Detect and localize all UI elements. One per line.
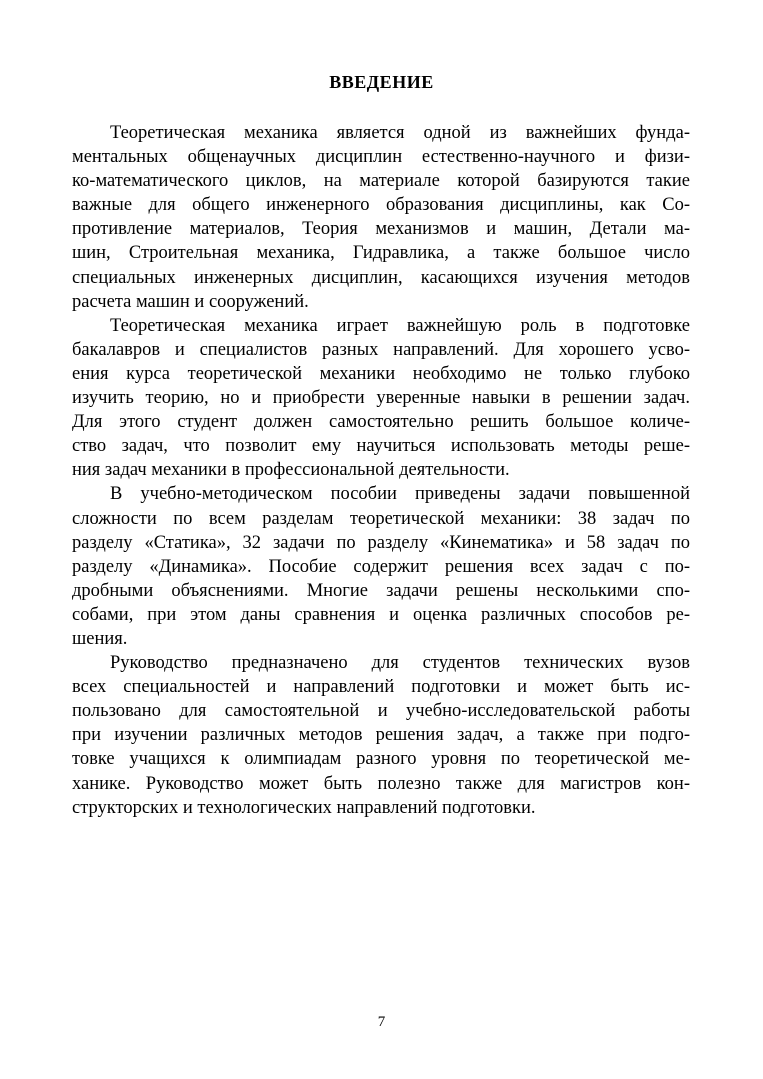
text-line: ментальных общенаучных дисциплин естественно-научного и физи-: [72, 147, 690, 168]
paragraph-3: [72, 482, 690, 651]
text-line: товке учащихся к олимпиадам разного уровня по теоретической ме-: [72, 749, 690, 770]
text-line: Руководство предназначено для студентов технических вузов: [110, 653, 690, 674]
text-line: шения.: [72, 628, 128, 649]
text-line: структорских и технологических направлений подготовки.: [72, 797, 536, 818]
text-line: Теоретическая механика является одной из важнейших фунда-: [110, 123, 690, 143]
text-line: бакалавров и специалистов разных направлений. Для хорошего усво-: [72, 339, 690, 360]
text-line: противление материалов, Теория механизмов и машин, Детали ма-: [72, 219, 690, 240]
text-line: изучить теорию, но и приобрести уверенные навыки в решении задач.: [72, 388, 690, 409]
text-line: шин, Строительная механика, Гидравлика, а также большое число: [72, 243, 690, 264]
text-line: дробными объяснениями. Многие задачи решены несколькими спо-: [72, 580, 690, 601]
text-line: расчета машин и сооружений.: [72, 291, 309, 312]
paragraph-1: [72, 121, 690, 314]
text-line: специальных инженерных дисциплин, касающихся изучения методов: [72, 267, 690, 288]
body-text: [72, 121, 690, 820]
text-line: разделу «Динамика». Пособие содержит решения всех задач с по-: [72, 556, 690, 577]
text-line: ханике. Руководство может быть полезно также для магистров кон-: [72, 773, 690, 794]
text-line: сложности по всем разделам теоретической механики: 38 задач по: [72, 508, 690, 529]
text-line: при изучении различных методов решения задач, а также при подго-: [72, 725, 690, 746]
text-line: ство задач, что позволит ему научиться использовать методы реше-: [72, 436, 690, 457]
text-line: разделу «Статика», 32 задачи по разделу «Кинематика» и 58 задач по: [72, 532, 690, 553]
text-line: Для этого студент должен самостоятельно решить большое количе-: [72, 412, 690, 433]
text-line: пользовано для самостоятельной и учебно-исследовательской работы: [72, 701, 690, 722]
text-line: ения курса теоретической механики необходимо не только глубоко: [72, 363, 690, 384]
page-title: ВВЕДЕНИЕ: [329, 72, 434, 92]
text-line: собами, при этом даны сравнения и оценка различных способов ре-: [72, 604, 690, 625]
text-line: ко-математического циклов, на материале которой базируются такие: [72, 171, 690, 192]
paragraph-2: [72, 314, 690, 483]
text-line: ния задач механики в профессиональной деятельности.: [72, 460, 510, 481]
text-line: всех специальностей и направлений подготовки и может быть ис-: [72, 677, 690, 698]
text-line: В учебно-методическом пособии приведены задачи повышенной: [110, 484, 690, 505]
text-line: Теоретическая механика играет важнейшую роль в подготовке: [110, 315, 690, 336]
paragraph-4: [72, 651, 690, 820]
page-number: 7: [377, 1014, 386, 1030]
text-line: важные для общего инженерного образования дисциплины, как Со-: [72, 195, 690, 216]
